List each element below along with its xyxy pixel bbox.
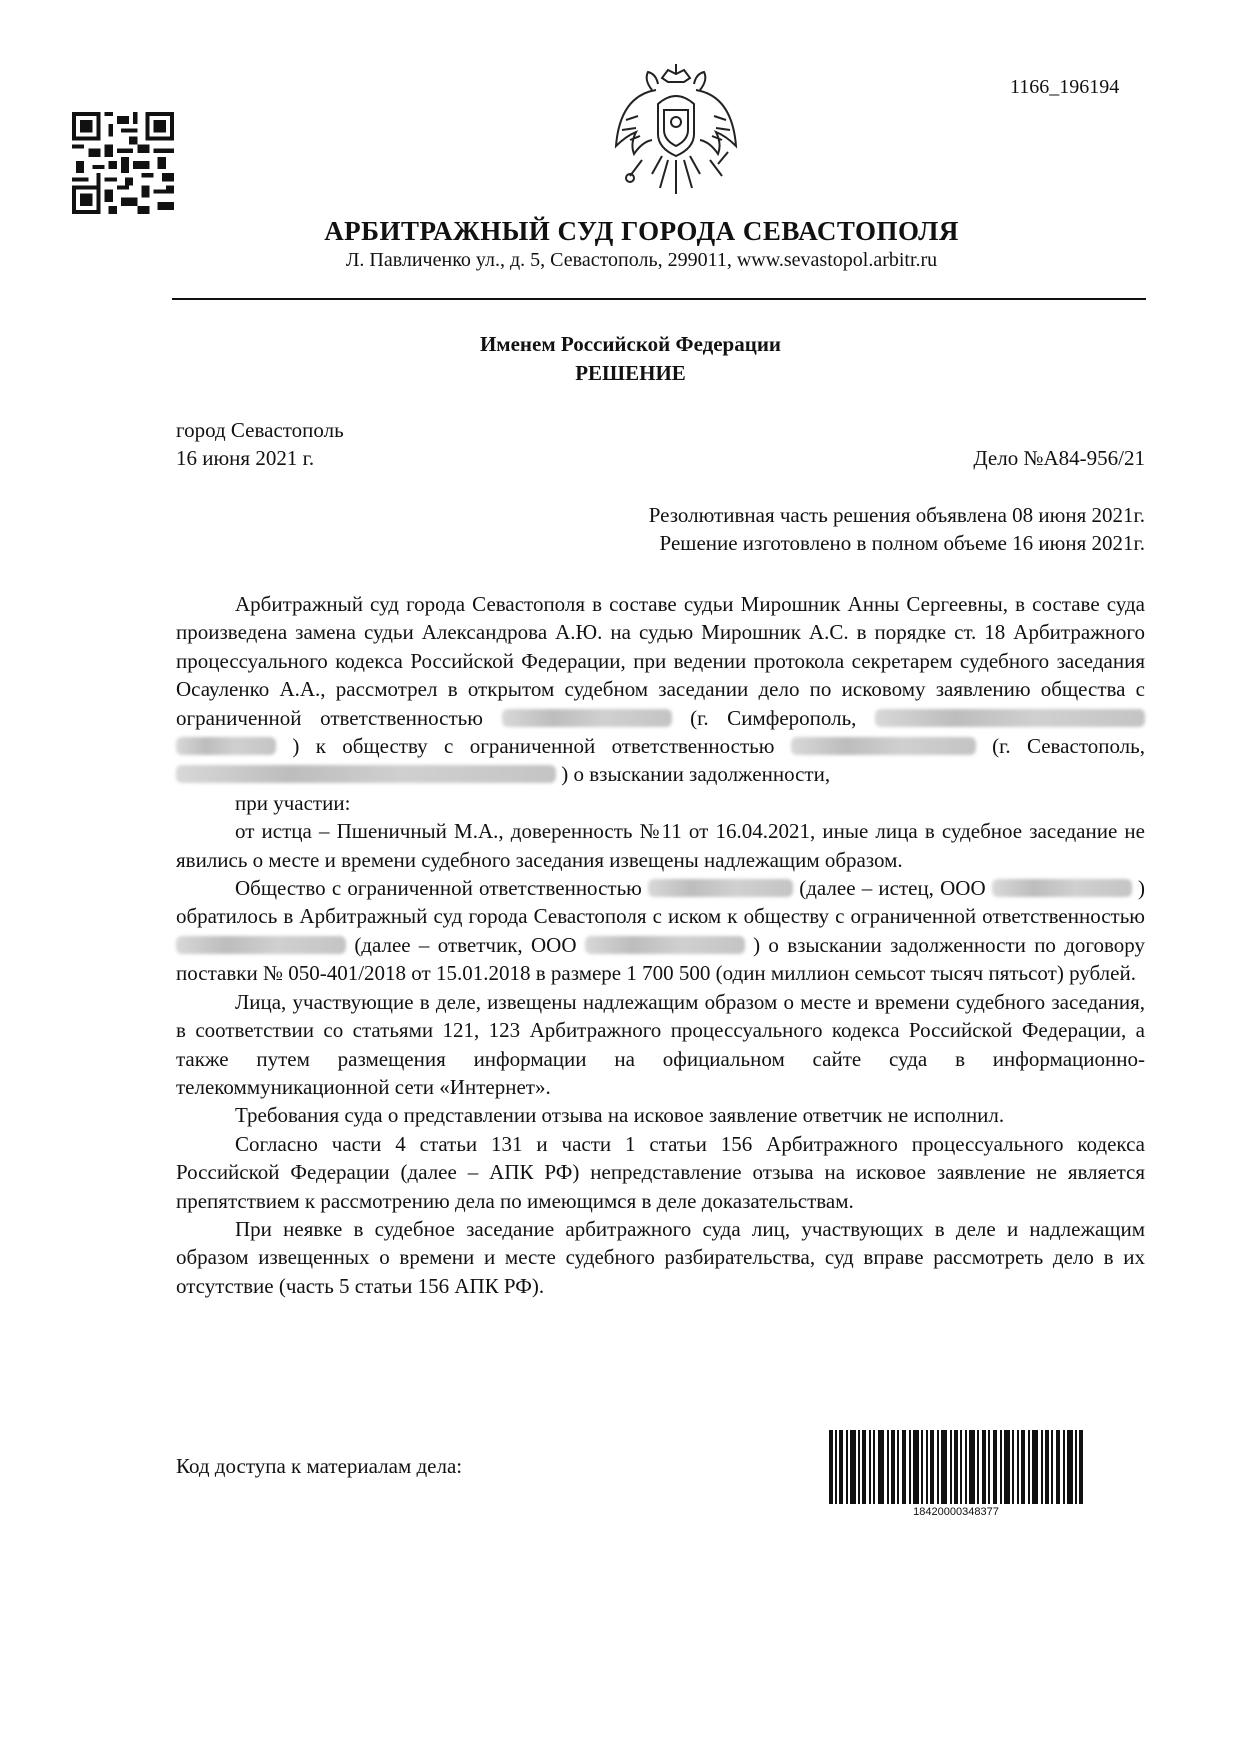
redacted-text	[176, 737, 276, 755]
barcode-icon	[829, 1430, 1083, 1504]
paragraph-text: (далее – истец, ООО	[799, 876, 986, 901]
decision-made-in-full: Решение изготовлено в полном объеме 16 июня 2021г.	[659, 531, 1145, 555]
redacted-text	[176, 765, 556, 783]
qr-code-icon	[72, 112, 174, 214]
paragraph-text: Общество с ограниченной ответственностью	[235, 876, 642, 901]
redacted-text	[502, 709, 672, 727]
court-name: АРБИТРАЖНЫЙ СУД ГОРОДА СЕВАСТОПОЛЯ	[324, 216, 959, 246]
decision-title: РЕШЕНИЕ	[575, 361, 686, 385]
redacted-text	[176, 936, 346, 954]
paragraph-text: (г. Симферополь,	[690, 705, 857, 730]
access-code-label: Код доступа к материалам дела:	[176, 1454, 463, 1478]
paragraph-text: (далее – ответчик, ООО	[354, 932, 577, 957]
redacted-text	[648, 879, 793, 897]
redacted-text	[791, 737, 976, 755]
paragraph-claim	[176, 874, 1145, 988]
paragraph-text: Арбитражный суд города Севастополя в составе судьи Мирошник Анны Сергеевны, в составе суда произведена замена судьи Александрова А.Ю. на судью Мирошник А.С. в порядке ст. 18 Арбитражного процессуального кодекса Российской Федерации, при ведении протокола секретарем судебного заседания Осауленко А.А., рассмотрел в открытом судебном заседании дело по исковому заявлению общества с ограниченной ответственностью	[176, 592, 1145, 730]
document-number: 1166_196194	[1010, 76, 1120, 98]
case-number: Дело №А84-956/21	[973, 446, 1145, 470]
paragraph-text: ) обратилось в Арбитражный суд города Севастополя с иском к обществу с ограниченной ответственностью	[176, 876, 1145, 929]
redacted-text	[875, 709, 1145, 727]
paragraph-court-composition	[176, 590, 1145, 789]
paragraph-no-response: Требования суда о представлении отзыва на исковое заявление ответчик не исполнил.	[235, 1103, 1005, 1128]
decision-body	[176, 590, 1145, 1300]
paragraph-absence: При неявке в судебное заседание арбитражного суда лиц, участвующих в деле и надлежащим образом извещенных о времени и месте судебного разбирательства, суд вправе рассмотреть дело в их отсутствие (часть 5 статьи 156 АПК РФ).	[176, 1216, 1145, 1298]
court-address: Л. Павличенко ул., д. 5, Севастополь, 299011, www.sevastopol.arbitr.ru	[345, 249, 938, 271]
redacted-text	[585, 936, 745, 954]
paragraph-text: ) к обществу с ограниченной ответственностью	[292, 734, 775, 759]
redacted-text	[992, 879, 1132, 897]
header-divider	[172, 298, 1146, 300]
in-name-of-russian-federation: Именем Российской Федерации	[479, 332, 782, 356]
paragraph-notification: Лица, участвующие в деле, извещены надлежащим образом о месте и времени судебного заседания, в соответствии со статьями 121, 123 Арбитражного процессуального кодекса Российской Федерации, а также путем размещения информации на официальном сайте суда в информационно-телекоммуникационной сети «Интернет».	[176, 989, 1145, 1099]
city: город Севастополь	[176, 418, 344, 442]
paragraph-participants: при участии:	[235, 790, 351, 815]
paragraph-text: (г. Севастополь,	[992, 734, 1145, 759]
paragraph-text: ) о взыскании задолженности по договору поставки № 050-401/2018 от 15.01.2018 в размере 1 700 500 (один миллион семьсот тысяч пятьсот) рублей.	[176, 932, 1146, 986]
operative-part-announced: Резолютивная часть решения объявлена 08 июня 2021г.	[648, 503, 1145, 527]
barcode-number: 18420000348377	[913, 1506, 999, 1518]
paragraph-plaintiff-representative: от истца – Пшеничный М.А., доверенность №11 от 16.04.2021, иные лица в судебное заседание не явились о месте и времени судебного заседания извещены надлежащим образом.	[176, 819, 1145, 872]
decision-date: 16 июня 2021 г.	[176, 446, 315, 470]
paragraph-apk-reference: Согласно части 4 статьи 131 и части 1 статьи 156 Арбитражного процессуального кодекса Российской Федерации (далее – АПК РФ) непредставление отзыва на исковое заявление не является препятствием к рассмотрению дела по имеющимся в деле доказательствам.	[176, 1131, 1145, 1213]
paragraph-text: ) о взыскании задолженности,	[561, 762, 831, 787]
russian-coat-of-arms-icon	[612, 60, 740, 202]
